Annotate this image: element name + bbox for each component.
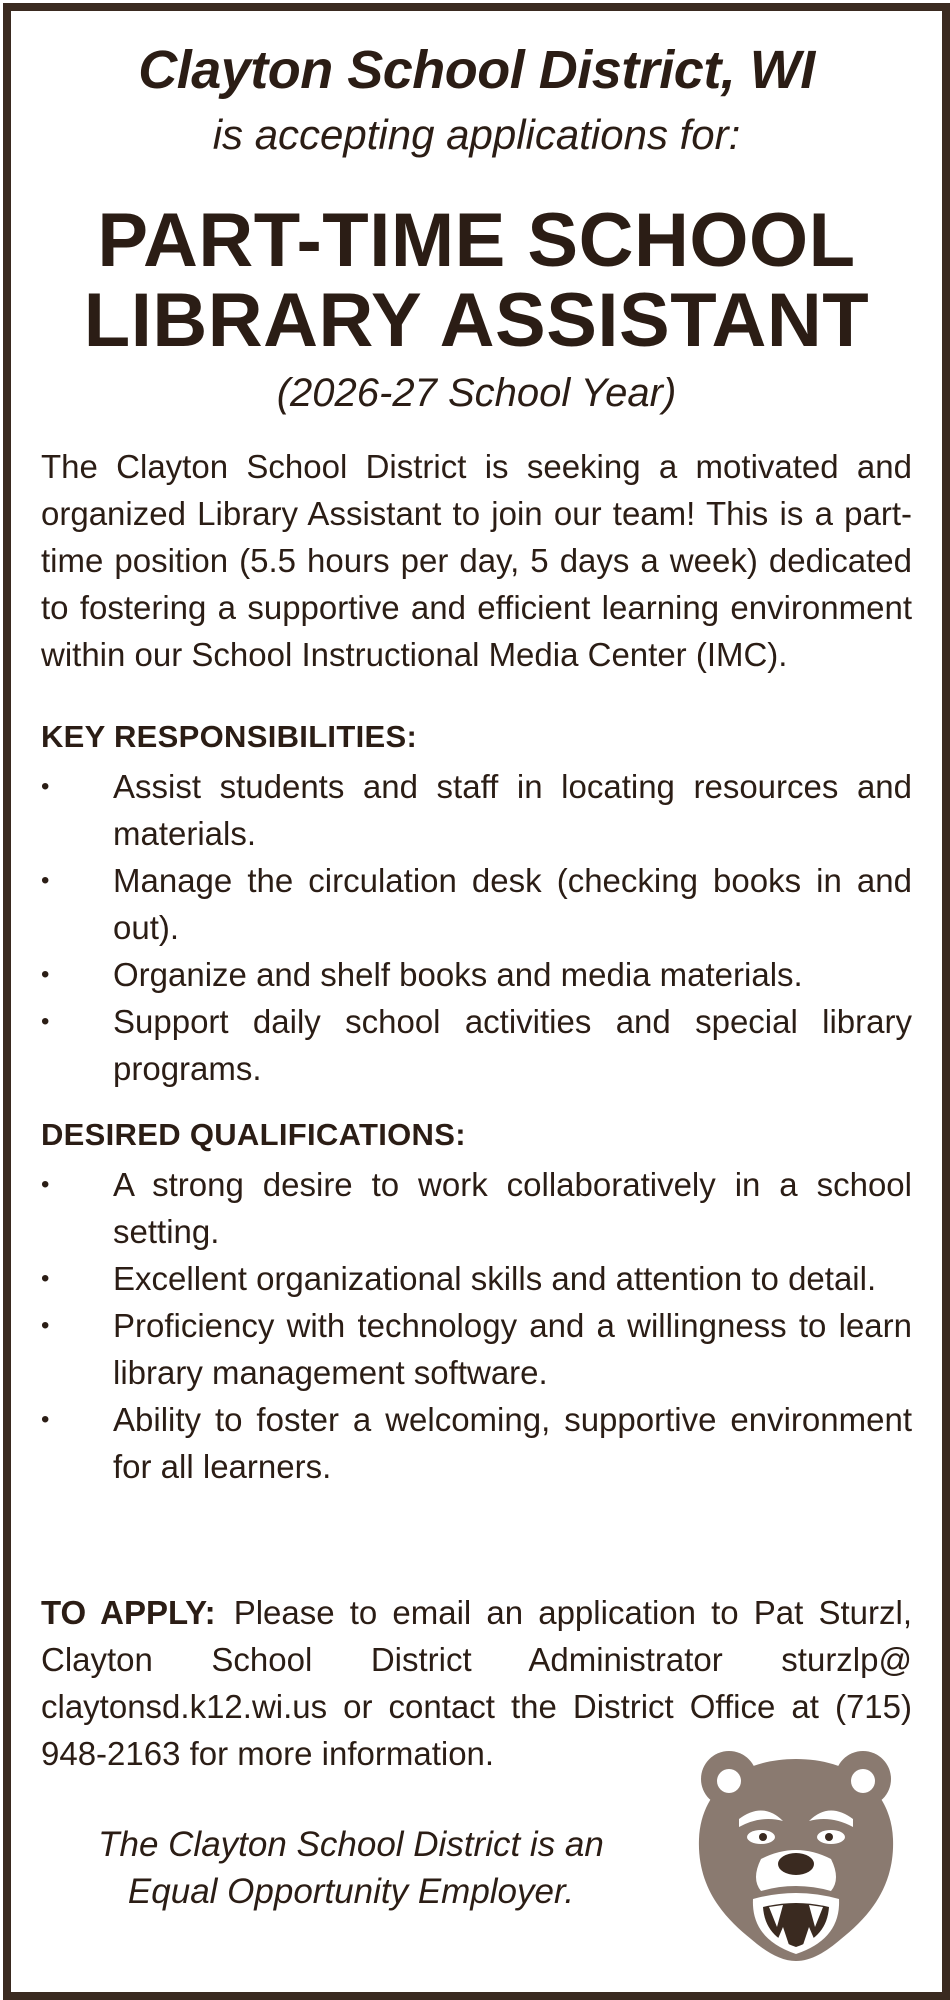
- list-item-text: Excellent organizational skills and attention to detail.: [113, 1260, 877, 1297]
- bullet-icon: •: [41, 1008, 50, 1035]
- list-item: [41, 951, 912, 998]
- bear-left-pupil: [759, 1833, 767, 1841]
- list-item-text: Support daily school activities and special library programs.: [113, 1003, 912, 1087]
- list-item-text: Ability to foster a welcoming, supportive environment for all learners.: [113, 1401, 912, 1485]
- bear-mascot-icon: [691, 1749, 901, 1963]
- job-title: [11, 198, 942, 363]
- bear-right-inner-ear: [851, 1769, 875, 1793]
- district-name: Clayton School District, WI: [138, 40, 815, 100]
- list-item: [41, 998, 912, 1092]
- list-item: [41, 763, 912, 857]
- apply-label: TO APPLY:: [41, 1594, 216, 1631]
- list-item: [41, 1161, 912, 1255]
- list-item: [41, 1255, 912, 1302]
- accepting-line: is accepting applications for:: [212, 111, 741, 158]
- responsibilities-heading: KEY RESPONSIBILITIES:: [41, 719, 418, 754]
- list-item: [41, 857, 912, 951]
- intro-paragraph: The Clayton School District is seeking a motivated and organized Library Assistant to join our team! This is a part-time position (5.5 hours per day, 5 days a week) dedicated to fostering a supportive and efficient learning environment within our School Instructional Media Center (IMC).: [41, 448, 912, 673]
- bullet-icon: •: [41, 1265, 50, 1292]
- apply-text: Please to email an application to Pat Sturzl, Clayton School District Administrator sturzlp@ claytonsd.k12.wi.us or contact the District Office at (715) 948-2163 for more information.: [41, 1594, 912, 1772]
- school-year: (2026-27 School Year): [276, 371, 677, 415]
- list-item-text: A strong desire to work collaboratively in a school setting.: [113, 1166, 912, 1250]
- bear-nose: [778, 1853, 814, 1875]
- qualifications-heading: DESIRED QUALIFICATIONS:: [41, 1117, 466, 1152]
- bullet-icon: •: [41, 773, 50, 800]
- bullet-icon: •: [41, 1406, 50, 1433]
- list-item-text: Organize and shelf books and media materials.: [113, 956, 803, 993]
- bullet-icon: •: [41, 1171, 50, 1198]
- equal-opportunity-statement: [71, 1821, 631, 1915]
- job-ad: [3, 3, 950, 2000]
- eoe-line-1: The Clayton School District is an: [98, 1825, 604, 1864]
- bear-mascot-svg: [691, 1749, 901, 1963]
- bullet-icon: •: [41, 961, 50, 988]
- eoe-line-2: Equal Opportunity Employer.: [127, 1872, 575, 1911]
- bullet-icon: •: [41, 1312, 50, 1339]
- job-title-line-1: PART-TIME SCHOOL: [97, 198, 856, 283]
- bear-right-pupil: [825, 1833, 833, 1841]
- job-title-line-2: LIBRARY ASSISTANT: [83, 278, 870, 363]
- list-item-text: Proficiency with technology and a willingness to learn library management software.: [113, 1307, 912, 1391]
- list-item: [41, 1396, 912, 1490]
- qualifications-list: [41, 1161, 912, 1490]
- bear-left-inner-ear: [717, 1769, 741, 1793]
- list-item: [41, 1302, 912, 1396]
- list-item-text: Assist students and staff in locating resources and materials.: [113, 768, 912, 852]
- bullet-icon: •: [41, 867, 50, 894]
- responsibilities-list: [41, 763, 912, 1092]
- list-item-text: Manage the circulation desk (checking books in and out).: [113, 862, 912, 946]
